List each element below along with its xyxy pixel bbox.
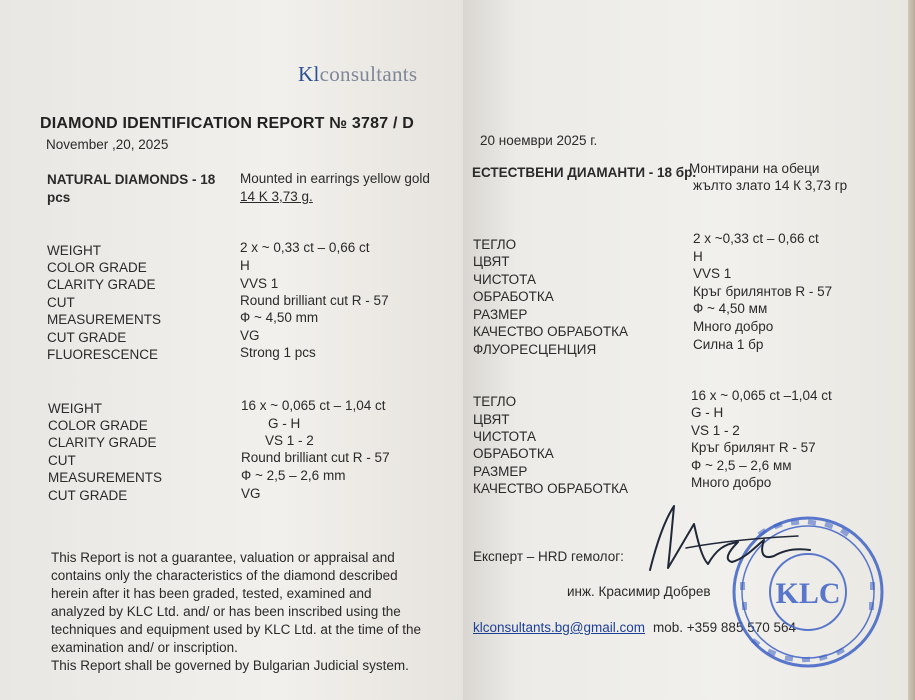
report-title: DIAMOND IDENTIFICATION REPORT № 3787 / D xyxy=(40,115,415,132)
g2-value-cut-grade: VG xyxy=(241,486,261,501)
g1-label-color-bg: ЦВЯТ xyxy=(473,254,510,269)
g2-value-measurements: Ф ~ 2,5 – 2,6 mm xyxy=(241,468,346,483)
g1-label-size-bg: РАЗМЕР xyxy=(473,307,528,322)
g1-value-cut-grade-bg: Много добро xyxy=(693,319,774,334)
g2-value-clarity: VS 1 - 2 xyxy=(265,433,314,448)
mounting-line-1: Mounted in earrings yellow gold xyxy=(240,171,430,186)
g2-label-cut: CUT xyxy=(48,453,76,468)
g2-label-measurements: MEASUREMENTS xyxy=(48,470,163,485)
g2-value-clarity-bg: VS 1 - 2 xyxy=(691,423,740,438)
natural-diamonds-label: NATURAL DIAMONDS - 18 xyxy=(47,172,216,187)
mounting-line-1-bg: Монтирани на обеци xyxy=(689,161,820,176)
g2-label-clarity-bg: ЧИСТОТА xyxy=(473,429,536,444)
g1-label-color: COLOR GRADE xyxy=(47,260,147,275)
g2-label-weight: WEIGHT xyxy=(48,401,102,416)
g2-label-size-bg: РАЗМЕР xyxy=(473,464,528,479)
g1-value-color: H xyxy=(240,258,250,273)
expert-label: Експерт – HRD гемолог: xyxy=(473,549,624,564)
company-logo: Klconsultants xyxy=(298,62,418,86)
g1-label-fluorescence: FLUORESCENCE xyxy=(47,347,159,362)
g2-value-cut: Round brilliant cut R - 57 xyxy=(241,450,390,465)
g1-value-clarity-bg: VVS 1 xyxy=(693,266,732,281)
mobile-number: mob. +359 885 570 564 xyxy=(653,620,796,635)
g2-value-cut-grade-bg: Много добро xyxy=(691,475,772,490)
g1-value-color-bg: H xyxy=(693,249,703,264)
g2-value-color-bg: G - H xyxy=(691,405,724,420)
g1-value-cut: Round brilliant cut R - 57 xyxy=(240,293,389,308)
g1-label-fluorescence-bg: ФЛУОРЕСЦЕНЦИЯ xyxy=(473,342,597,357)
g1-label-cut-bg: ОБРАБОТКА xyxy=(473,289,554,304)
g1-value-fluorescence: Strong 1 pcs xyxy=(240,345,316,360)
g1-label-clarity-bg: ЧИСТОТА xyxy=(473,272,536,287)
g2-label-cut-grade-bg: КАЧЕСТВО ОБРАБОТКА xyxy=(473,481,628,496)
g2-value-cut-bg: Кръг брилянт R - 57 xyxy=(691,440,816,455)
g1-label-clarity: CLARITY GRADE xyxy=(47,277,156,292)
report-page-bulgarian xyxy=(463,0,908,700)
mounting-line-2-bg: жълто злато 14 К 3,73 гр xyxy=(693,178,848,193)
expert-name: инж. Красимир Добрев xyxy=(567,584,711,599)
natural-diamonds-label-bg: ЕСТЕСТВЕНИ ДИАМАНТИ - 18 бр. xyxy=(472,165,697,180)
g1-label-weight-bg: ТЕГЛО xyxy=(473,237,517,252)
g2-value-size-bg: Ф ~ 2,5 – 2,6 мм xyxy=(691,458,792,473)
report-date: November ,20, 2025 xyxy=(46,137,169,152)
g1-value-cut-grade: VG xyxy=(240,328,260,343)
g2-label-cut-grade: CUT GRADE xyxy=(48,488,128,503)
stamp-text: KLC xyxy=(775,577,841,610)
g1-value-weight: 2 x ~ 0,33 ct – 0,66 ct xyxy=(240,240,370,255)
email-link[interactable]: klconsultants.bg@gmail.com xyxy=(473,620,646,635)
g1-label-measurements: MEASUREMENTS xyxy=(47,312,162,327)
g1-label-cut-grade: CUT GRADE xyxy=(47,330,127,345)
g1-label-weight: WEIGHT xyxy=(47,243,101,258)
g1-value-cut-bg: Кръг брилянтов R - 57 xyxy=(693,284,833,299)
g2-value-weight-bg: 16 х ~ 0,065 ct –1,04 ct xyxy=(691,388,832,403)
g1-value-fluorescence-bg: Силна 1 бр xyxy=(693,337,764,352)
disclaimer-paragraph: This Report is not a guarantee, valuation or appraisal and contains only the characteristics of the diamond described herein after it has been graded, tested, examined and analyzed by KLC Ltd. and/ or has been inscribed using the techniques and equipment used by KLC Ltd. at the time of the examination and/ or inscription. xyxy=(51,550,421,655)
g1-value-clarity: VVS 1 xyxy=(240,276,279,291)
g1-value-weight-bg: 2 х ~0,33 ct – 0,66 ct xyxy=(693,231,819,246)
g2-value-weight: 16 x ~ 0,065 ct – 1,04 ct xyxy=(241,398,386,413)
g1-label-cut-grade-bg: КАЧЕСТВО ОБРАБОТКА xyxy=(473,324,628,339)
g2-value-color: G - H xyxy=(268,416,301,431)
disclaimer-jurisdiction: This Report shall be governed by Bulgarian Judicial system. xyxy=(51,658,409,673)
g2-label-clarity: CLARITY GRADE xyxy=(48,435,157,450)
report-date-bg: 20 ноември 2025 г. xyxy=(480,133,598,148)
g2-label-color-bg: ЦВЯТ xyxy=(473,412,510,427)
mounting-line-2: 14 K 3,73 g. xyxy=(240,189,313,204)
g1-value-size-bg: Ф ~ 4,50 мм xyxy=(693,301,768,316)
signature-icon xyxy=(628,498,818,578)
g1-value-measurements: Ф ~ 4,50 mm xyxy=(240,310,319,325)
natural-diamonds-pcs: pcs xyxy=(47,190,71,205)
g2-label-weight-bg: ТЕГЛО xyxy=(473,394,517,409)
g2-label-cut-bg: ОБРАБОТКА xyxy=(473,446,554,461)
booklet-edge xyxy=(908,0,915,700)
show-through-text xyxy=(523,100,527,115)
g1-label-cut: CUT xyxy=(47,295,75,310)
g2-label-color: COLOR GRADE xyxy=(48,418,148,433)
disclaimer xyxy=(51,549,426,675)
